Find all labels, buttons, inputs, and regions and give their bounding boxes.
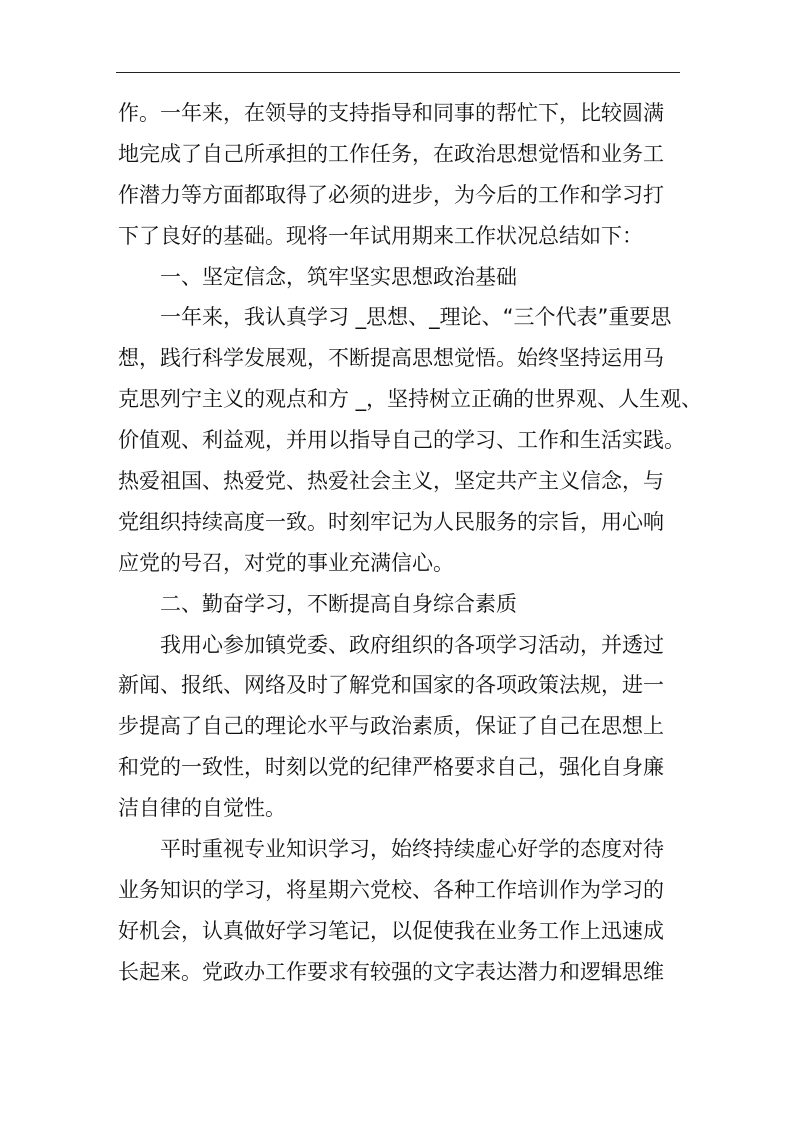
text-line: 业务知识的学习，将星期六党校、各种工作培训作为学习的: [118, 877, 664, 902]
text-line: 想，践行科学发展观，不断提高思想觉悟。始终坚持运用马: [118, 346, 664, 371]
text-line: 克思列宁主义的观点和方 _，坚持树立正确的世界观、人生观、: [118, 387, 703, 412]
section-heading: 二、勤奋学习，不断提高自身综合素质: [160, 591, 517, 616]
section-heading: 一、坚定信念，筑牢坚实思想政治基础: [160, 264, 517, 289]
text-line: 长起来。党政办工作要求有较强的文字表达潜力和逻辑思维: [118, 959, 664, 984]
text-line: 地完成了自己所承担的工作任务，在政治思想觉悟和业务工: [118, 141, 664, 166]
text-line: 洁自律的自觉性。: [118, 796, 286, 821]
text-line: 和党的一致性，时刻以党的纪律严格要求自己，强化自身廉: [118, 755, 664, 780]
text-line: 平时重视专业知识学习，始终持续虚心好学的态度对待: [160, 837, 664, 862]
text-line: 一年来，我认真学习 _思想、_理论、“三个代表”重要思: [160, 305, 672, 330]
text-line: 新闻、报纸、网络及时了解党和国家的各项政策法规，进一: [118, 673, 664, 698]
text-line: 我用心参加镇党委、政府组织的各项学习活动，并透过: [160, 632, 664, 657]
document-body: [118, 93, 703, 993]
text-line: 好机会，认真做好学习笔记，以促使我在业务工作上迅速成: [118, 918, 664, 943]
text-line: 热爱祖国、热爱党、热爱社会主义，坚定共产主义信念，与: [118, 469, 664, 494]
text-line: 价值观、利益观，并用以指导自己的学习、工作和生活实践。: [118, 428, 685, 453]
text-line: 作。一年来，在领导的支持指导和同事的帮忙下，比较圆满: [118, 101, 664, 125]
text-line: 步提高了自己的理论水平与政治素质，保证了自己在思想上: [118, 714, 664, 739]
text-line: 党组织持续高度一致。时刻牢记为人民服务的宗旨，用心响: [118, 509, 664, 534]
header-rule: [116, 72, 680, 73]
text-line: 应党的号召，对党的事业充满信心。: [118, 550, 454, 575]
text-line: 作潜力等方面都取得了必须的进步，为今后的工作和学习打: [118, 182, 664, 207]
text-line: 下了良好的基础。现将一年试用期来工作状况总结如下：: [118, 223, 643, 248]
